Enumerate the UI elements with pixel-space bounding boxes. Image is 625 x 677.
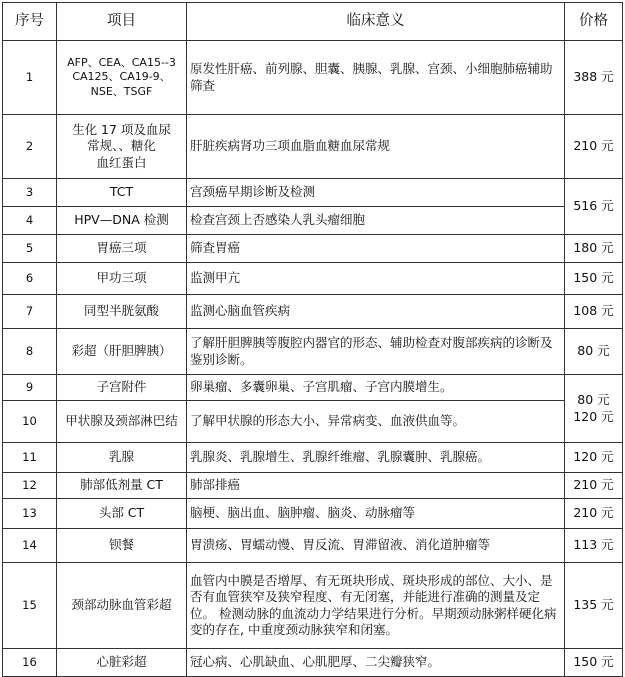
exam-price-table [2, 2, 623, 677]
row-price: 120 元 [565, 443, 623, 473]
header-significance: 临床意义 [187, 3, 565, 41]
row-item: 胃癌三项 [57, 235, 187, 263]
row-no: 3 [3, 179, 57, 207]
row-item-line: 生化 17 项及血尿 [72, 122, 171, 138]
header-row [3, 3, 623, 41]
row-significance: 检查宫颈上否感染人乳头瘤细胞 [187, 207, 565, 235]
row-no: 7 [3, 295, 57, 329]
table-row [3, 563, 623, 649]
row-significance: 乳腺炎、乳腺增生、乳腺纤维瘤、乳腺囊肿、乳腺癌。 [187, 443, 565, 473]
row-no: 14 [3, 529, 57, 563]
row-item: 彩超（肝胆脾胰） [57, 329, 187, 375]
row-no: 11 [3, 443, 57, 473]
row-significance: 原发性肝癌、前列腺、胆囊、胰腺、乳腺、宫颈、小细胞肺癌辅助筛查 [187, 41, 565, 115]
row-no: 5 [3, 235, 57, 263]
table-row [3, 179, 623, 207]
row-item-line: 常规、、糖化 [87, 138, 156, 154]
merged-price-line: 80 元 [577, 392, 610, 408]
table-row [3, 115, 623, 179]
table-row [3, 295, 623, 329]
table-row [3, 375, 623, 401]
row-item: 甲状腺及颈部淋巴结 [57, 401, 187, 443]
row-item: TCT [57, 179, 187, 207]
row-price: 150 元 [565, 649, 623, 677]
row-significance: 了解肝胆脾胰等腹腔内器官的形态、辅助检查对腹部疾病的诊断及鉴别诊断。 [187, 329, 565, 375]
row-significance: 肺部排癌 [187, 473, 565, 499]
header-no: 序号 [3, 3, 57, 41]
row-no: 4 [3, 207, 57, 235]
table-row [3, 329, 623, 375]
row-significance: 宫颈癌早期诊断及检测 [187, 179, 565, 207]
row-significance: 胃溃疡、胃蠕动慢、胃反流、胃滞留液、消化道肿瘤等 [187, 529, 565, 563]
table-row [3, 263, 623, 295]
row-significance: 筛查胃癌 [187, 235, 565, 263]
row-no: 9 [3, 375, 57, 401]
table-row [3, 235, 623, 263]
row-no: 13 [3, 499, 57, 529]
merged-price-line: 120 元 [573, 408, 614, 424]
row-significance: 卵巢瘤、多囊卵巢、子宫肌瘤、子宫内膜增生。 [187, 375, 565, 401]
row-no: 6 [3, 263, 57, 295]
row-price: 135 元 [565, 563, 623, 649]
row-price: 108 元 [565, 295, 623, 329]
row-no: 15 [3, 563, 57, 649]
row-no: 16 [3, 649, 57, 677]
table-row [3, 499, 623, 529]
row-price: 210 元 [565, 473, 623, 499]
row-significance: 血管内中膜是否增厚、有无斑块形成、斑块形成的部位、大小、是否有血管狭窄及狭窄程度、有无闭塞，并能进行准确的测量及定位。 检测动脉的血流动力学结果进行分析。早期颈动脉粥样硬化病变的存在, 中重度颈动脉狭窄和闭塞。 [187, 563, 565, 649]
row-item-line: 血红蛋白 [96, 154, 147, 170]
row-item [57, 41, 187, 115]
row-item: 同型半胱氨酸 [57, 295, 187, 329]
row-price: 210 元 [565, 499, 623, 529]
row-price: 150 元 [565, 263, 623, 295]
row-price-merged: 516 元 [565, 179, 623, 235]
row-item: 头部 CT [57, 499, 187, 529]
row-price: 80 元 [565, 329, 623, 375]
row-no: 12 [3, 473, 57, 499]
row-price: 388 元 [565, 41, 623, 115]
row-item-line: CA125、CA19-9、 [72, 70, 171, 84]
row-price-merged [565, 375, 623, 443]
row-significance: 冠心病、心肌缺血、心肌肥厚、二尖瓣狭窄。 [187, 649, 565, 677]
row-no: 2 [3, 115, 57, 179]
row-item: 乳腺 [57, 443, 187, 473]
row-item: 肺部低剂量 CT [57, 473, 187, 499]
header-price: 价格 [565, 3, 623, 41]
table-row [3, 529, 623, 563]
row-no: 1 [3, 41, 57, 115]
row-item: 钡餐 [57, 529, 187, 563]
row-significance: 监测心脑血管疾病 [187, 295, 565, 329]
row-significance: 监测甲亢 [187, 263, 565, 295]
row-price: 113 元 [565, 529, 623, 563]
table-row [3, 401, 623, 443]
row-item: 甲功三项 [57, 263, 187, 295]
row-item: 心脏彩超 [57, 649, 187, 677]
row-item [57, 115, 187, 179]
row-significance: 肝脏疾病肾功三项血脂血糖血尿常规 [187, 115, 565, 179]
row-significance: 脑梗、脑出血、脑肿瘤、脑炎、动脉瘤等 [187, 499, 565, 529]
row-significance: 了解甲状腺的形态大小、异常病变、血液供血等。 [187, 401, 565, 443]
table-row [3, 649, 623, 677]
row-price: 180 元 [565, 235, 623, 263]
row-item: HPV—DNA 检测 [57, 207, 187, 235]
row-item: 子宫附件 [57, 375, 187, 401]
header-item: 项目 [57, 3, 187, 41]
table-row [3, 473, 623, 499]
row-item: 颈部动脉血管彩超 [57, 563, 187, 649]
row-no: 8 [3, 329, 57, 375]
row-item-line: NSE、TSGF [90, 84, 153, 98]
table-row [3, 207, 623, 235]
table-row [3, 443, 623, 473]
row-price: 210 元 [565, 115, 623, 179]
row-no: 10 [3, 401, 57, 443]
table-row [3, 41, 623, 115]
row-item-line: AFP、CEA、CA15--3 [67, 56, 176, 70]
